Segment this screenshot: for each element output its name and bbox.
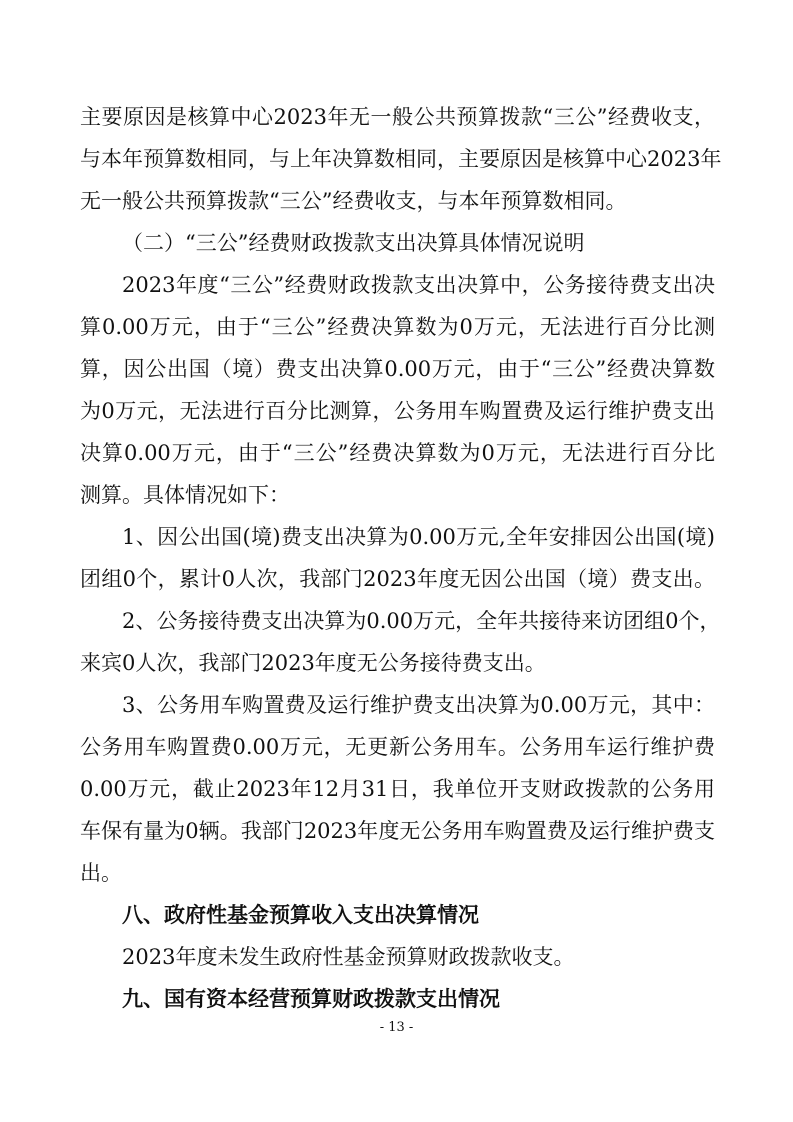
list-item-line: 公务用车购置费0.00万元，无更新公务用车。公务用车运行维护费 <box>80 735 715 759</box>
page-number: - 13 - <box>379 1020 414 1035</box>
list-item-line: 0.00万元，截止2023年12月31日，我单位开支财政拨款的公务用 <box>80 777 715 801</box>
paragraph-line: 2023年度未发生政府性基金预算财政拨款收支。 <box>122 945 575 969</box>
paragraph-line: 决算0.00万元，由于“三公”经费决算数为0万元，无法进行百分比 <box>80 441 715 465</box>
list-item-line: 3、公务用车购置费及运行维护费支出决算为0.00万元，其中： <box>122 693 715 717</box>
section-heading: 八、政府性基金预算收入支出决算情况 <box>122 902 479 927</box>
list-item-line: 来宾0人次，我部门2023年度无公务接待费支出。 <box>80 651 546 675</box>
paragraph-line: 测算。具体情况如下： <box>80 483 290 507</box>
subsection-heading: （二）“三公”经费财政拨款支出决算具体情况说明 <box>122 231 585 255</box>
paragraph-line: 为0万元，无法进行百分比测算，公务用车购置费及运行维护费支出 <box>80 399 715 423</box>
paragraph-line: 算0.00万元，由于“三公”经费决算数为0万元，无法进行百分比测 <box>80 315 715 339</box>
paragraph-line: 2023年度“三公”经费财政拨款支出决算中，公务接待费支出决 <box>122 273 715 297</box>
list-item-line: 2、公务接待费支出决算为0.00万元，全年共接待来访团组0个， <box>122 609 721 633</box>
paragraph-line: 主要原因是核算中心2023年无一般公共预算拨款“三公”经费收支， <box>80 105 715 129</box>
paragraph-line: 无一般公共预算拨款“三公”经费收支，与本年预算数相同。 <box>80 189 627 213</box>
list-item-line: 车保有量为0辆。我部门2023年度无公务用车购置费及运行维护费支 <box>80 819 715 843</box>
paragraph-line: 与本年预算数相同，与上年决算数相同，主要原因是核算中心2023年 <box>80 147 722 171</box>
list-item-line: 团组0个，累计0人次，我部门2023年度无因公出国（境）费支出。 <box>80 567 715 591</box>
list-item-line: 出。 <box>80 861 122 885</box>
section-heading: 九、国有资本经营预算财政拨款支出情况 <box>122 986 500 1011</box>
paragraph-line: 算，因公出国（境）费支出决算0.00万元，由于“三公”经费决算数 <box>80 357 715 381</box>
list-item-line: 1、因公出国(境)费支出决算为0.00万元,全年安排因公出国(境) <box>122 525 715 549</box>
